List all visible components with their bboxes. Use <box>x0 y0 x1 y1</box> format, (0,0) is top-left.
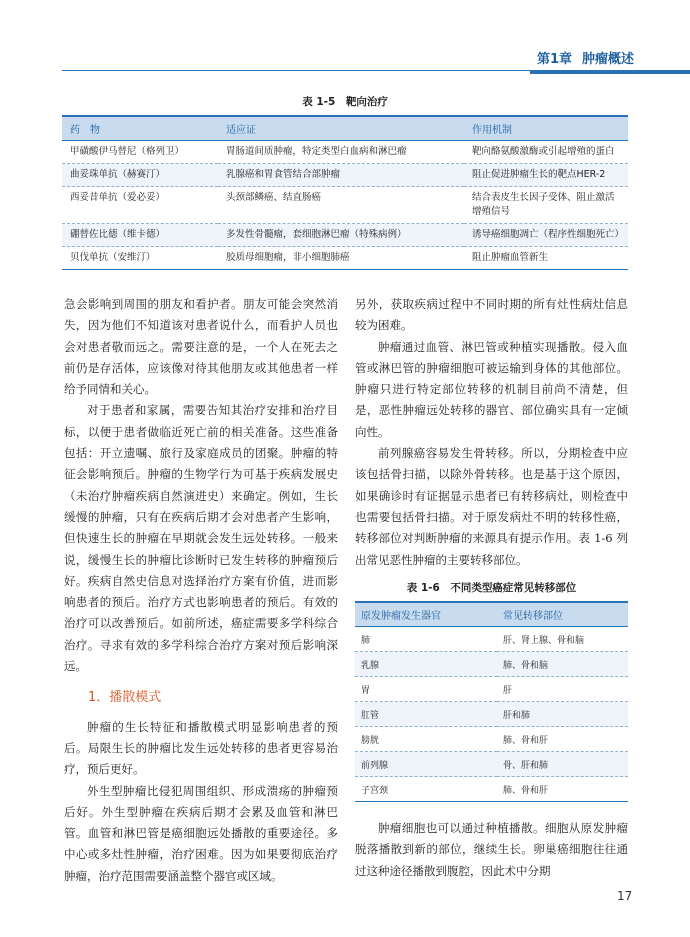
cell: 前列腺 <box>355 752 497 777</box>
cell: 阻止肿瘤血管新生 <box>464 247 628 270</box>
right-column <box>355 294 628 571</box>
table1-header-mechanism: 作用机制 <box>464 116 628 141</box>
right-paragraph-2: 肿瘤通过血管、淋巴管或种植实现播散。侵入血管或淋巴管的肿瘤细胞可被运输到身体的其他部位。肿瘤只进行特定部位转移的机制目前尚不清楚，但是，恶性肿瘤远处转移的器官、部位确实具有一定倾向性。 <box>355 339 628 439</box>
cell: 贝伐单抗（安维汀） <box>62 247 218 270</box>
metastasis-sites-table <box>355 601 628 802</box>
page-number: 17 <box>617 889 633 903</box>
cell: 肝、肾上腺、骨和脑 <box>497 627 628 652</box>
table-row <box>355 627 628 652</box>
right-column-bottom <box>355 818 628 882</box>
cell: 硼替佐比德（维卡德） <box>62 224 218 247</box>
left-paragraph-3: 肿瘤的生长特征和播散模式明显影响患者的预后。局限生长的肿瘤比发生远处转移的患者更容易治疗，预后更好。 <box>64 719 338 777</box>
header-chapter: 第1章 <box>536 52 572 67</box>
right-paragraph-1: 另外，获取疾病过程中不同时期的所有灶性病灶信息较为困难。 <box>355 297 628 333</box>
table-row <box>355 702 628 727</box>
left-paragraph-4: 外生型肿瘤比侵犯周围组织、形成溃疡的肿瘤预后好。外生型肿瘤在疾病后期才会累及血管和淋巴管。血管和淋巴管是癌细胞远处播散的重要途径。多中心或多灶性肿瘤，治疗困难。因为如果要彻底治疗肿瘤，治疗范围需要涵盖整个器官或区域。 <box>64 783 338 883</box>
table-row <box>62 141 628 164</box>
table2-caption: 表 1-6 不同类型癌症常见转移部位 <box>406 582 577 594</box>
table2-header-sites: 常见转移部位 <box>497 602 628 627</box>
header-title: 肿瘤概述 <box>581 52 634 67</box>
cell: 肺、骨和脑 <box>497 652 628 677</box>
cell: 头颈部鳞癌、结直肠癌 <box>218 187 464 224</box>
table1-header-drug: 药 物 <box>62 116 218 141</box>
left-paragraph-1: 急会影响到周围的朋友和看护者。朋友可能会突然消失，因为他们不知道该对患者说什么，而看护人员也会对患者敬而远之。需要注意的是，一个人在死去之前仍是存活体，应该像对待其他朋友或其他患者一样给予同情和关心。 <box>64 297 338 397</box>
cell: 结合表皮生长因子受体、阻止激活增殖信号 <box>464 187 628 224</box>
cell: 曲妥珠单抗（赫赛汀） <box>62 164 218 187</box>
section-heading: 1．播散模式 <box>88 690 162 706</box>
table1-header-indication: 适应证 <box>218 116 464 141</box>
cell: 乳腺癌和胃食管结合部肿瘤 <box>218 164 464 187</box>
table2-header-primary: 原发肿瘤发生器官 <box>355 602 497 627</box>
table-row <box>62 247 628 270</box>
right-paragraph-4: 肿瘤细胞也可以通过种植播散。细胞从原发肿瘤脱落播散到新的部位，继续生长。卵巢癌细胞往往通过这种途径播散到腹腔，因此术中分期 <box>355 821 628 878</box>
cell: 甲磺酸伊马替尼（格列卫） <box>62 141 218 164</box>
table1-caption: 表 1-5 靶向治疗 <box>302 96 388 108</box>
running-header <box>0 36 690 76</box>
cell: 肝 <box>497 677 628 702</box>
cell: 肛管 <box>355 702 497 727</box>
table-row <box>62 224 628 247</box>
cell: 骨、肝和肺 <box>497 752 628 777</box>
right-paragraph-3: 前列腺癌容易发生骨转移。所以，分期检查中应该包括骨扫描，以除外骨转移。也是基于这个原因，如果确诊时有证据显示患者已有转移病灶，则检查中也需要包括骨扫描。对于原发病灶不明的转移性癌，转移部位对判断肿瘤的来源具有提示作用。表 1-6 列出常见恶性肿瘤的主要转移部位。 <box>355 446 628 567</box>
cell: 肺 <box>355 627 497 652</box>
cell: 肝和肺 <box>497 702 628 727</box>
table-row <box>62 164 628 187</box>
table-row <box>355 752 628 777</box>
cell: 诱导癌细胞凋亡（程序性细胞死亡） <box>464 224 628 247</box>
header-accent-bar <box>530 70 690 74</box>
cell: 靶向酪氨酸激酶或引起增殖的蛋白 <box>464 141 628 164</box>
targeted-therapy-table <box>62 115 628 270</box>
cell: 胃肠道间质肿瘤，特定类型白血病和淋巴瘤 <box>218 141 464 164</box>
table-row <box>355 727 628 752</box>
cell: 阻止促进肿瘤生长的靶点HER-2 <box>464 164 628 187</box>
cell: 肺、骨和肝 <box>497 727 628 752</box>
table-row <box>355 652 628 677</box>
cell: 乳腺 <box>355 652 497 677</box>
left-column <box>64 294 338 887</box>
cell: 多发性骨髓瘤，套细胞淋巴瘤（特殊病例） <box>218 224 464 247</box>
cell: 膀胱 <box>355 727 497 752</box>
cell: 子宫颈 <box>355 777 497 802</box>
table-row <box>355 777 628 802</box>
table-row <box>62 187 628 224</box>
cell: 胶质母细胞瘤，非小细胞肺癌 <box>218 247 464 270</box>
cell: 肺、骨和肝 <box>497 777 628 802</box>
table-row <box>355 677 628 702</box>
left-paragraph-2: 对于患者和家属，需要告知其治疗安排和治疗目标，以便于患者做临近死亡前的相关准备。这些准备包括：开立遗嘱、旅行及家庭成员的团聚。肿瘤的特征会影响预后。肿瘤的生物学行为可基于疾病发展史（未治疗肿瘤疾病自然演进史）来确定。例如，生长缓慢的肿瘤，只有在疾病后期才会对患者产生影响，但快速生长的肿瘤在早期就会发生远处转移。一般来说，缓慢生长的肿瘤比诊断时已发生转移的肿瘤预后好。疾病自然史信息对选择治疗方案有价值，进而影响患者的预后。治疗方式也影响患者的预后。有效的治疗可以改善预后。如前所述，癌症需要多学科综合治疗。寻求有效的多学科综合治疗方案对预后影响深远。 <box>64 403 338 674</box>
cell: 胃 <box>355 677 497 702</box>
header-text <box>537 48 634 67</box>
cell: 西妥昔单抗（爱必妥） <box>62 187 218 224</box>
